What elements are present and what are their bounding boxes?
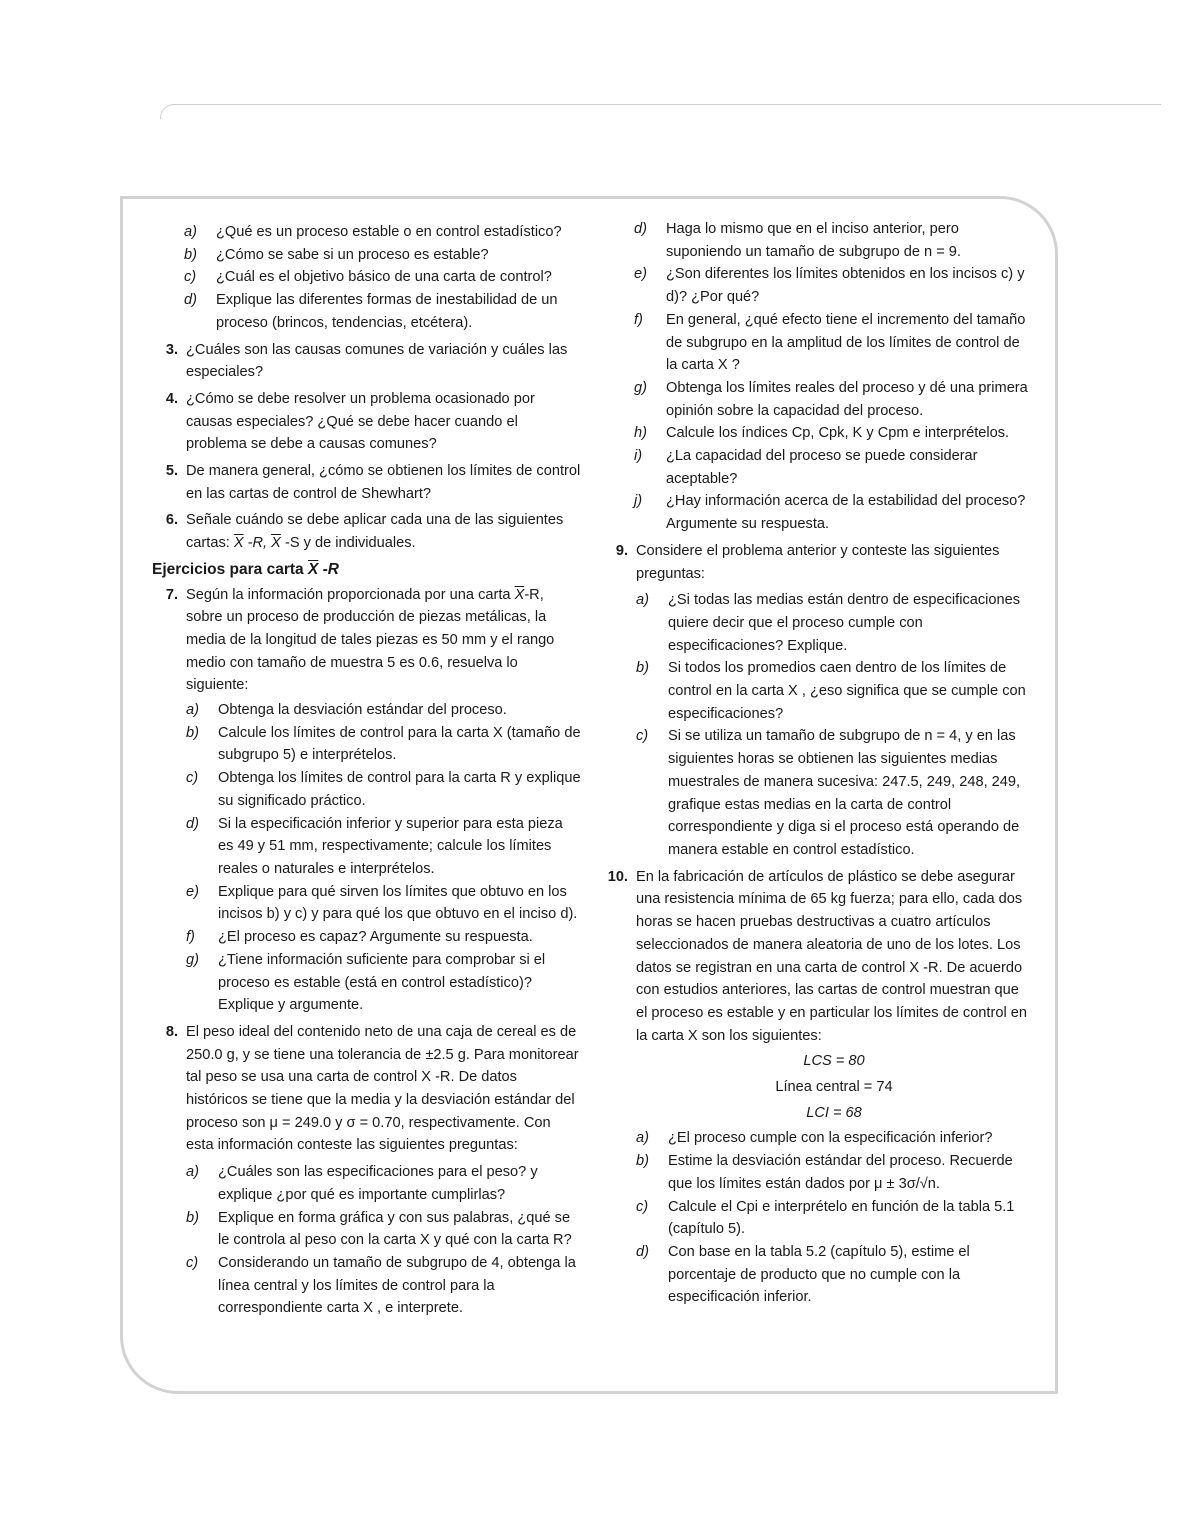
question-text: -R, sobre un proceso de producción de piezas metálicas, la media de la longitud de tales piezas es 50 mm y el rango medio con tamaño de muestra 5 es 0.6, resuelva lo siguiente:	[186, 586, 555, 694]
item-letter: e)	[634, 266, 647, 283]
q10-subitems	[636, 1127, 1032, 1309]
question-text: ¿Cómo se debe resolver un problema ocasionado por causas especiales? ¿Qué se debe hacer cuando el problema se debe a causas comunes?	[186, 390, 535, 453]
list-item	[186, 881, 582, 926]
item-text: Explique en forma gráfica y con sus palabras, ¿qué se le controla al peso con la carta X y qué con la carta R?	[218, 1209, 572, 1249]
question-number: 5.	[165, 463, 178, 480]
item-text: Si se utiliza un tamaño de subgrupo de n = 4, y en las siguientes horas se obtienen las siguientes medias muestrales de manera sucesiva: 247.5, 249, 248, 249, grafique estas medias en la carta de control correspondiente y diga si el proceso está operando de manera estable en control estadístico.	[668, 728, 1021, 858]
question-5	[152, 460, 582, 505]
item-letter: c)	[184, 269, 197, 286]
item-letter: b)	[636, 660, 649, 677]
list-item	[186, 722, 582, 767]
list-item	[186, 767, 582, 812]
list-item	[634, 263, 1032, 308]
item-text: ¿Cuáles son las especificaciones para el peso? y explique ¿por qué es importante cumplirlas?	[218, 1164, 538, 1203]
item-letter: e)	[186, 883, 199, 900]
list-item	[634, 218, 1032, 263]
item-letter: j)	[634, 493, 643, 510]
list-item	[636, 657, 1032, 725]
control-limit-lci: LCI = 68	[806, 1104, 862, 1121]
question-8	[152, 1021, 582, 1320]
question-10	[602, 866, 1032, 1309]
item-letter: b)	[186, 724, 199, 741]
item-letter: d)	[186, 815, 199, 832]
list-item	[186, 1252, 582, 1320]
item-text: ¿El proceso cumple con la especificación inferior?	[668, 1130, 993, 1147]
list-item	[186, 1161, 582, 1206]
item-letter: a)	[636, 1130, 649, 1147]
question-6	[152, 509, 582, 554]
question-number: 8.	[165, 1023, 178, 1040]
question-number: 10.	[607, 868, 628, 885]
item-letter: c)	[636, 1198, 649, 1215]
item-text: Con base en la tabla 5.2 (capítulo 5), estime el porcentaje de producto que no cumple con la especificación inferior.	[668, 1243, 970, 1306]
item-text: Calcule los límites de control para la carta X (tamaño de subgrupo 5) e interprételos.	[218, 724, 581, 764]
item-text: Si la especificación inferior y superior para esta pieza es 49 y 51 mm, respectivamente; calcule los límites reales o naturales e interprételos.	[218, 815, 563, 877]
heading-text: Ejercicios para carta	[152, 560, 308, 578]
item-letter: h)	[634, 425, 647, 442]
q8-subitems	[186, 1161, 582, 1320]
item-text: ¿Cuál es el objetivo básico de una carta de control?	[216, 269, 552, 286]
list-item	[634, 377, 1032, 422]
list-item	[636, 1127, 1032, 1150]
item-letter: a)	[636, 592, 649, 609]
question-text: Según la información proporcionada por una carta	[186, 586, 515, 603]
question-number: 7.	[165, 586, 178, 603]
item-letter: b)	[636, 1153, 649, 1170]
q8-continued-subitems	[602, 218, 1032, 536]
q2-subitems	[152, 221, 582, 335]
xbar-symbol: $\overline{X}$	[233, 535, 244, 552]
list-item	[634, 422, 1032, 445]
question-text: -S y de individuales.	[280, 535, 416, 552]
item-letter: f)	[186, 929, 195, 946]
item-letter: c)	[636, 728, 649, 745]
item-text: ¿Hay información acerca de la estabilidad del proceso? Argumente su respuesta.	[666, 493, 1026, 533]
item-letter: c)	[186, 1254, 199, 1271]
item-letter: i)	[634, 448, 643, 465]
xbar-symbol: $\overline{X}$	[307, 560, 319, 578]
xbar-symbol: $\overline{X}$	[514, 586, 525, 603]
question-text: Considere el problema anterior y conteste las siguientes preguntas:	[636, 542, 1000, 582]
right-column	[602, 218, 1032, 1313]
question-text: ¿Cuáles son las causas comunes de variación y cuáles las especiales?	[186, 341, 568, 381]
list-item	[636, 1241, 1032, 1309]
xbar-symbol: $\overline{X}$	[271, 535, 281, 552]
item-text: Estime la desviación estándar del proceso. Recuerde que los límites están dados por μ ± 3σ/√n.	[668, 1153, 1013, 1192]
item-text: Si todos los promedios caen dentro de los límites de control en la carta X , ¿eso significa que se cumple con especificaciones?	[668, 660, 1026, 722]
question-text: El peso ideal del contenido neto de una caja de cereal es de 250.0 g, y se tiene una tolerancia de ±2.5 g. Para monitorear tal peso se usa una carta de control X -R. De datos históricos se tiene que la media y la desviación estándar del proceso son μ = 249.0 y σ = 0.70, respectivamente. Con esta información conteste las siguientes preguntas:	[186, 1023, 579, 1154]
list-item	[636, 1196, 1032, 1241]
item-text: ¿Si todas las medias están dentro de especificaciones quiere decir que el proceso cumple con especificaciones? Explique.	[668, 592, 1021, 654]
list-item	[636, 589, 1032, 657]
item-letter: d)	[636, 1243, 649, 1260]
item-text: ¿La capacidad del proceso se puede considerar aceptable?	[666, 448, 978, 487]
list-item	[634, 445, 1032, 490]
item-letter: g)	[634, 379, 647, 396]
item-text: Obtenga la desviación estándar del proceso.	[218, 702, 507, 719]
list-item	[186, 926, 582, 949]
item-letter: f)	[634, 311, 643, 328]
list-item	[186, 813, 582, 881]
header-rule	[160, 104, 1161, 119]
list-item	[186, 949, 582, 1017]
control-limit-central: Línea central = 74	[775, 1079, 893, 1096]
question-text: En la fabricación de artículos de plástico se debe asegurar una resistencia mínima de 65 kg fuerza; para ello, cada dos horas se hacen pruebas destructivas a cuatro artículos seleccionados de manera aleatoria de uno de los lotes. Los datos se registran en una carta de control X -R. De acuerdo con estudios anteriores, las cartas de control muestran que el proceso es estable y en particular los límites de control en la carta X son los siguientes:	[636, 868, 1027, 1044]
list-item	[184, 289, 582, 334]
list-item	[186, 699, 582, 722]
list-item	[184, 221, 582, 244]
question-9	[602, 540, 1032, 862]
question-number: 3.	[165, 341, 178, 358]
item-text: Calcule los índices Cp, Cpk, K y Cpm e interprételos.	[666, 425, 1010, 442]
question-3	[152, 339, 582, 384]
item-letter: b)	[186, 1209, 199, 1226]
control-limit-lcs: LCS = 80	[803, 1053, 865, 1070]
list-item	[184, 266, 582, 289]
item-text: Obtenga los límites reales del proceso y dé una primera opinión sobre la capacidad del proceso.	[666, 379, 1028, 419]
q9-subitems	[636, 589, 1032, 861]
item-text: Calcule el Cpi e interprételo en función de la tabla 5.1 (capítulo 5).	[668, 1198, 1015, 1238]
item-text: Considerando un tamaño de subgrupo de 4, obtenga la línea central y los límites de control para la correspondiente carta X , e interprete.	[218, 1254, 576, 1317]
heading-text: -R	[318, 560, 339, 578]
q7-subitems	[186, 699, 582, 1017]
item-text: ¿Cómo se sabe si un proceso es estable?	[216, 246, 489, 263]
question-number: 4.	[165, 390, 178, 407]
list-item	[636, 725, 1032, 861]
question-text: Señale cuándo se debe aplicar cada una de las siguientes cartas:	[186, 512, 564, 552]
item-letter: d)	[184, 292, 197, 309]
item-text: En general, ¿qué efecto tiene el incremento del tamaño de subgrupo en la amplitud de los límites de control de la carta X ?	[666, 311, 1026, 374]
list-item	[636, 1150, 1032, 1195]
item-letter: d)	[634, 221, 647, 237]
item-letter: a)	[184, 224, 197, 240]
question-text: De manera general, ¿cómo se obtienen los límites de control en las cartas de control de Shewhart?	[186, 463, 581, 502]
list-item	[634, 490, 1032, 535]
question-text: -R,	[243, 535, 272, 552]
item-text: Explique para qué sirven los límites que obtuvo en los incisos b) y c) y para qué los que obtuvo en el inciso d).	[218, 883, 578, 923]
item-text: Explique las diferentes formas de inestabilidad de un proceso (brincos, tendencias, etcétera).	[216, 292, 558, 331]
question-number: 6.	[165, 512, 178, 529]
question-7	[152, 584, 582, 1017]
item-letter: c)	[186, 770, 199, 787]
item-letter: g)	[186, 951, 199, 968]
list-item	[186, 1207, 582, 1252]
list-item	[634, 309, 1032, 377]
item-text: ¿Son diferentes los límites obtenidos en los incisos c) y d)? ¿Por qué?	[666, 266, 1025, 306]
section-heading	[152, 559, 582, 582]
item-text: Obtenga los límites de control para la carta R y explique su significado práctico.	[218, 770, 581, 809]
item-letter: b)	[184, 246, 197, 263]
item-text: ¿Qué es un proceso estable o en control estadístico?	[216, 224, 562, 240]
item-text: ¿Tiene información suficiente para comprobar si el proceso es estable (está en control estadístico)? Explique y argumente.	[218, 951, 546, 1014]
list-item	[184, 244, 582, 267]
item-letter: a)	[186, 702, 199, 719]
item-text: Haga lo mismo que en el inciso anterior, pero suponiendo un tamaño de subgrupo de n = 9.	[666, 221, 961, 260]
question-4	[152, 388, 582, 456]
item-text: ¿El proceso es capaz? Argumente su respuesta.	[218, 929, 533, 946]
left-column	[152, 218, 582, 1324]
item-letter: a)	[186, 1164, 199, 1181]
question-number: 9.	[615, 542, 628, 559]
